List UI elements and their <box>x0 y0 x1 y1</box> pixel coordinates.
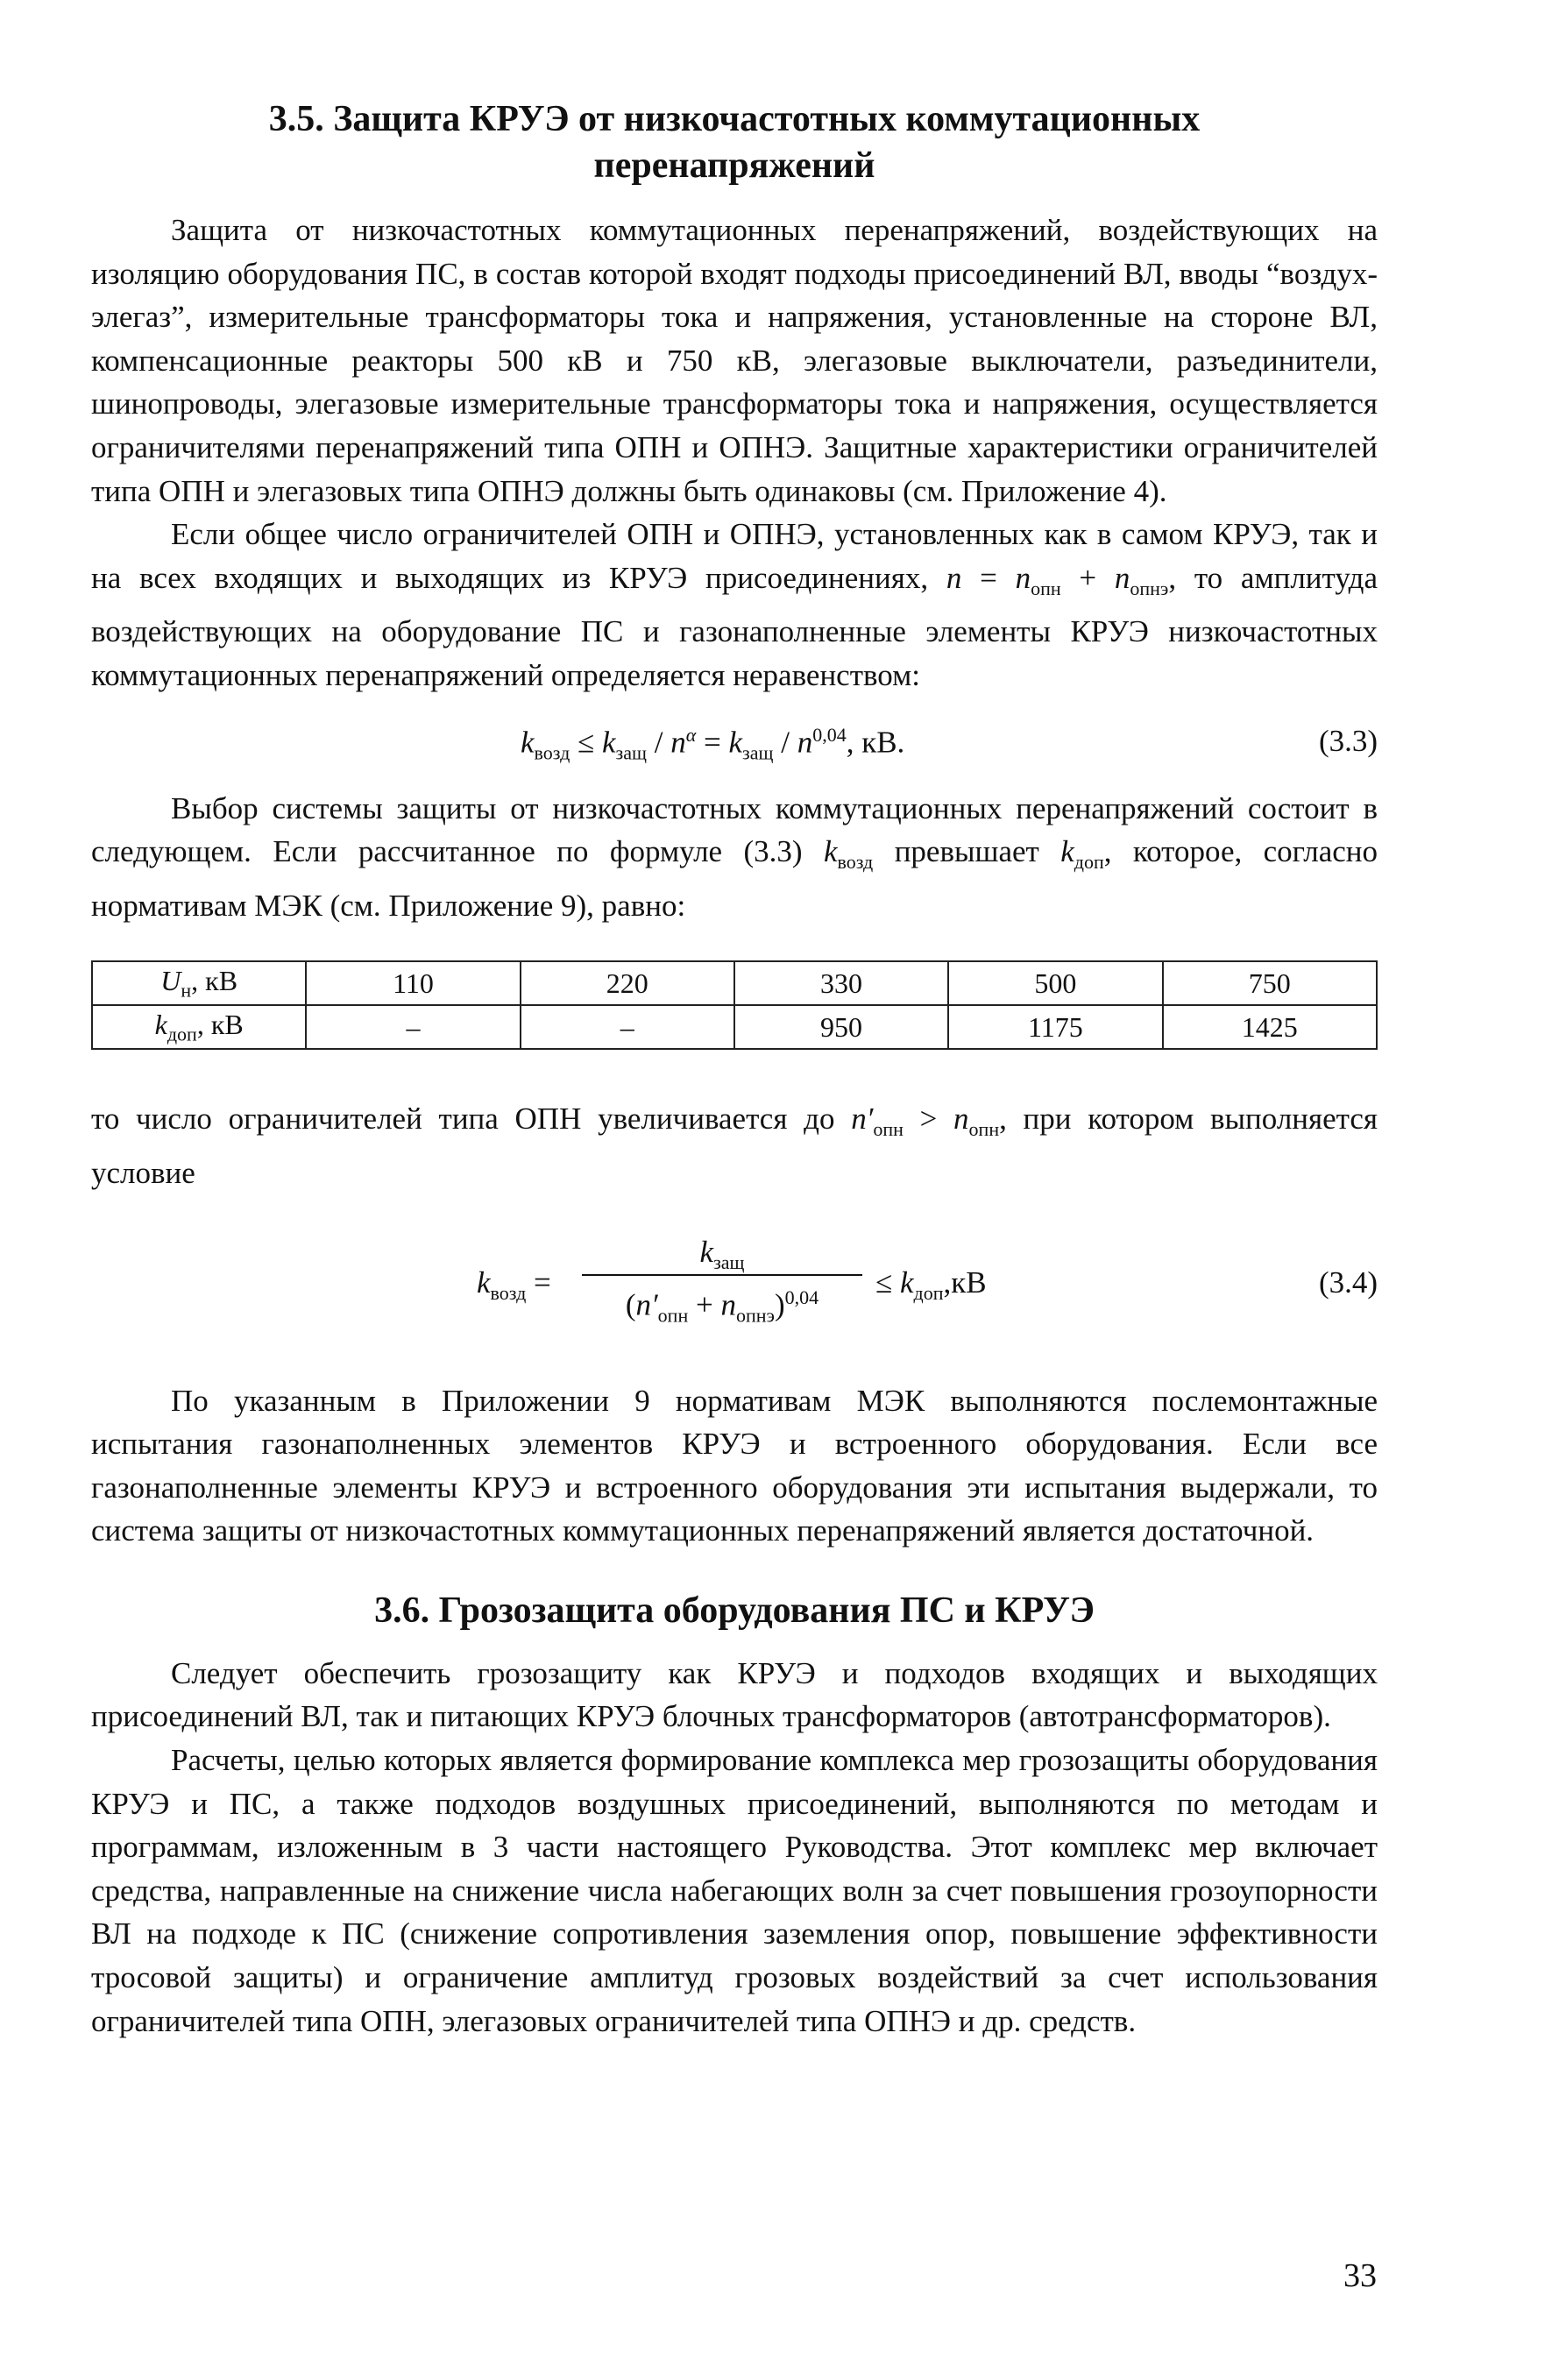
section-3-5-title-line2: перенапряжений <box>593 145 875 186</box>
table-cell: 1425 <box>1163 1005 1377 1049</box>
formula-3-4 <box>91 1230 1378 1353</box>
kdop-table <box>91 960 1378 1050</box>
table-header-cell: $U_н$, кВ <box>92 961 306 1005</box>
table-cell: 1175 <box>948 1005 1162 1049</box>
page-number: 33 <box>1343 2257 1377 2294</box>
equation-number-3-3: (3.3) <box>1318 723 1378 758</box>
paragraph-6: Следует обеспечить грозозащиту как КРУЭ и подходов входящих и выходящих присоединений ВЛ, так и питающих КРУЭ блочных трансформаторов (автотрансформаторов). <box>91 1655 1378 1734</box>
table-cell: 750 <box>1163 961 1377 1005</box>
section-3-5-title-line1: 3.5. Защита КРУЭ от низкочастотных коммутационных <box>268 99 1201 139</box>
table-row <box>92 961 1377 1005</box>
formula-3-3 <box>91 713 1378 775</box>
table-cell: 330 <box>734 961 948 1005</box>
formula-3-3-expression: $k_{возд} \le k_{защ} / n^\alpha = k_{защ} / n^{0,04}$, кВ. <box>521 723 905 764</box>
table-cell: 950 <box>734 1005 948 1049</box>
table-cell: 500 <box>948 961 1162 1005</box>
equation-number-3-4: (3.4) <box>1318 1264 1378 1300</box>
table-header-cell: $k_{доп}$, кВ <box>92 1005 306 1049</box>
table-cell: – <box>306 1005 520 1049</box>
section-3-6-title: 3.6. Грозозащита оборудования ПС и КРУЭ <box>374 1590 1095 1631</box>
paragraph-3: Выбор системы защиты от низкочастотных коммутационных перенапряжений состоит в следующем. Если рассчитанное по формуле (3.3) $k_{возд}$ превышает $k_{доп}$, которое, согласно нормативам МЭК (см. Приложение 9), равно: <box>91 790 1378 923</box>
table-cell: – <box>521 1005 734 1049</box>
paragraph-4: то число ограничителей типа ОПН увеличивается до $n'_{опн} > n_{опн}$, при котором выполняется условие <box>91 1101 1378 1190</box>
formula-3-4-lhs: $k_{возд}$ = <box>477 1264 551 1304</box>
formula-3-4-fraction <box>582 1230 862 1327</box>
table-cell: 110 <box>306 961 520 1005</box>
paragraph-2: Если общее число ограничителей ОПН и ОПНЭ, установленных как в самом КРУЭ, так и на всех входящих и выходящих из КРУЭ присоединениях, $n = n_{опн} + n_{опнэ}$, то амплитуда воздействующих на оборудование ПС и газонаполненные элементы КРУЭ низкочастотных коммутационных перенапряжений определяется неравенством: <box>91 517 1378 692</box>
paragraph-1: Защита от низкочастотных коммутационных перенапряжений, воздействующих на изоляцию оборудования ПС, в состав которой входят подходы присоединений ВЛ, вводы “воздух-элегаз”, измерительные трансформаторы тока и напряжения, установленные на стороне ВЛ, компенсационные реакторы 500 кВ и 750 кВ, элегазовые выключатели, разъединители, шинопроводы, элегазовые измерительные трансформаторы тока и напряжения, осуществляется ограничителями перенапряжений типа ОПН и ОПНЭ. Защитные характеристики ограничителей типа ОПН и элегазовых типа ОПНЭ должны быть одинаковы (см. Приложение 4). <box>91 213 1378 508</box>
fraction-numerator: $k_{защ}$ <box>699 1234 745 1273</box>
section-3-5-title <box>91 96 1378 189</box>
paragraph-7: Расчеты, целью которых является формирование комплекса мер грозозащиты оборудования КРУЭ и ПС, а также подходов воздушных присоединений, выполняются по методам и программам, изложенным в 3 части настоящего Руководства. Этот комплекс мер включает средства, направленные на снижение числа набегающих волн за счет повышения грозоупорности ВЛ на подходе к ПС (снижение сопротивления заземления опор, повышение эффективности тросовой защиты) и ограничение амплитуд грозовых воздействий за счет использования ограничителей типа ОПН, элегазовых ограничителей типа ОПНЭ и др. средств. <box>91 1743 1378 2038</box>
fraction-denominator: $(n'_{опн} + n_{опнэ})^{0,04}$ <box>625 1286 819 1327</box>
formula-3-4-rhs: ≤ $k_{доп},кВ$ <box>875 1264 987 1304</box>
paragraph-5: По указанным в Приложении 9 нормативам МЭК выполняются послемонтажные испытания газонаполненных элементов КРУЭ и встроенного оборудования. Если все газонаполненные элементы КРУЭ и встроенного оборудования эти испытания выдержали, то система защиты от низкочастотных коммутационных перенапряжений является достаточной. <box>91 1383 1378 1548</box>
table-cell: 220 <box>521 961 734 1005</box>
page-content <box>91 96 1378 2043</box>
table-row <box>92 1005 1377 1049</box>
